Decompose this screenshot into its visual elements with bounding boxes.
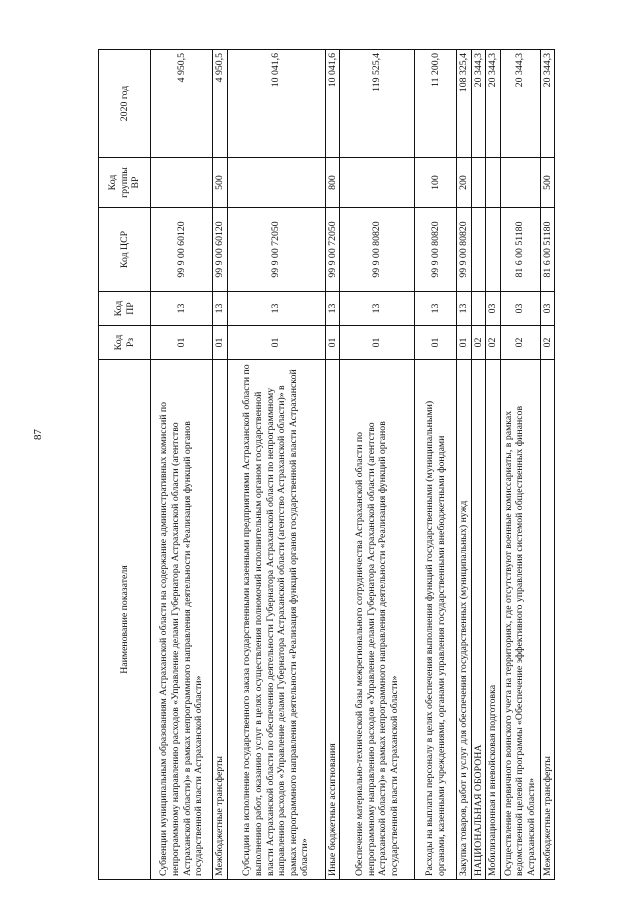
cell-value: 20 344,3: [540, 50, 555, 158]
cell-rz: 01: [415, 326, 457, 360]
cell-csr: 99 9 00 80820: [415, 208, 457, 292]
cell-value: 108 325,4: [457, 50, 472, 158]
cell-csr: [471, 208, 486, 292]
cell-csr: 99 9 00 80820: [340, 208, 415, 292]
cell-vr: [471, 158, 486, 208]
cell-rz: 02: [486, 326, 501, 360]
cell-name: НАЦИОНАЛЬНАЯ ОБОРОНА: [471, 360, 486, 880]
cell-pr: 13: [325, 292, 340, 326]
header-vr: Код группы ВР: [99, 158, 151, 208]
cell-value: 10 041,6: [227, 50, 325, 158]
cell-value: 20 344,3: [500, 50, 540, 158]
cell-csr: 99 9 00 60120: [213, 208, 228, 292]
cell-vr: 500: [213, 158, 228, 208]
cell-rz: 02: [471, 326, 486, 360]
table-row: [325, 50, 340, 880]
cell-vr: 200: [457, 158, 472, 208]
table-row: [415, 50, 457, 880]
cell-csr: 99 9 00 80820: [457, 208, 472, 292]
cell-name: Закупка товаров, работ и услуг для обеспечения государственных (муниципальных) нужд: [457, 360, 472, 880]
cell-pr: 13: [213, 292, 228, 326]
header-year: 2020 год: [99, 50, 151, 158]
cell-name: Иные бюджетные ассигнования: [325, 360, 340, 880]
cell-pr: [471, 292, 486, 326]
cell-vr: [486, 158, 501, 208]
cell-value: 20 344,3: [471, 50, 486, 158]
table-row: [213, 50, 228, 880]
cell-name: Обеспечение материально-технической базы межрегионального сотрудничества Астраханской области по непрограммному направлению расходов «Управление делами Губернатора Астраханской области (агентство Астраханской области)» в рамках непрограммного направления деятельности «Реализация функций органов государственной власти Астраханской области»: [340, 360, 415, 880]
table-row: [471, 50, 486, 880]
cell-rz: 01: [151, 326, 213, 360]
cell-name: Межбюджетные трансферты: [540, 360, 555, 880]
table-row: [457, 50, 472, 880]
cell-name: Расходы на выплаты персоналу в целях обеспечения выполнения функций государственными (муниципальными) органами, казенными учреждениями, органами управления государственными внебюджетными фондами: [415, 360, 457, 880]
cell-name: Мобилизационная и вневойсковая подготовка: [486, 360, 501, 880]
header-pr: Код ПР: [99, 292, 151, 326]
header-name: Наименование показателя: [99, 360, 151, 880]
cell-csr: 99 9 00 60120: [151, 208, 213, 292]
cell-rz: 02: [500, 326, 540, 360]
cell-csr: 81 6 00 51180: [540, 208, 555, 292]
table-row: [227, 50, 325, 880]
cell-value: 10 041,6: [325, 50, 340, 158]
cell-csr: 81 6 00 51180: [500, 208, 540, 292]
cell-vr: [500, 158, 540, 208]
cell-vr: 500: [540, 158, 555, 208]
cell-csr: 99 9 00 72050: [325, 208, 340, 292]
cell-value: 119 525,4: [340, 50, 415, 158]
header-row: [99, 50, 151, 880]
rotated-table-container: [98, 50, 553, 880]
cell-pr: 03: [500, 292, 540, 326]
cell-rz: 01: [213, 326, 228, 360]
header-csr: Код ЦСР: [99, 208, 151, 292]
cell-pr: 13: [340, 292, 415, 326]
table-row: [486, 50, 501, 880]
cell-vr: 100: [415, 158, 457, 208]
cell-rz: 01: [340, 326, 415, 360]
cell-csr: [486, 208, 501, 292]
cell-pr: 13: [227, 292, 325, 326]
table-row: [151, 50, 213, 880]
cell-vr: [227, 158, 325, 208]
table-row: [500, 50, 540, 880]
cell-vr: [340, 158, 415, 208]
cell-value: 4 950,5: [213, 50, 228, 158]
cell-name: Межбюджетные трансферты: [213, 360, 228, 880]
cell-rz: 01: [325, 326, 340, 360]
cell-value: 20 344,3: [486, 50, 501, 158]
cell-csr: 99 9 00 72050: [227, 208, 325, 292]
cell-pr: 13: [415, 292, 457, 326]
cell-name: Субсидии на исполнение государственного заказа государственными казенными предприятиями Астраханской области по выполнению работ, оказанию услуг в целях осуществления полномочий исполнительным органом государственной власти Астраханской области по обеспечению деятельности Губернатора Астраханской области по непрограммному направлению расходов «Управление делами Губернатора Астраханской области (агентство Астраханской области)» в рамках непрограммного направления деятельности «Реализация функций органов государственной власти Астраханской области»: [227, 360, 325, 880]
cell-value: 4 950,5: [151, 50, 213, 158]
cell-pr: 03: [540, 292, 555, 326]
cell-value: 11 200,0: [415, 50, 457, 158]
cell-pr: 13: [151, 292, 213, 326]
table-row: [340, 50, 415, 880]
cell-rz: 01: [457, 326, 472, 360]
cell-pr: 13: [457, 292, 472, 326]
cell-vr: [151, 158, 213, 208]
cell-pr: 03: [486, 292, 501, 326]
cell-vr: 800: [325, 158, 340, 208]
table-row: [540, 50, 555, 880]
page-number: 87: [32, 429, 44, 440]
cell-rz: 01: [227, 326, 325, 360]
cell-rz: 02: [540, 326, 555, 360]
cell-name: Субвенции муниципальным образованиям Астраханской области на содержание административных комиссий по непрограммному направлению расходов «Управление делами Губернатора Астраханской области (агентство Астраханской области)» в рамках непрограммного направления деятельности «Реализация функций органов государственной власти Астраханской области»: [151, 360, 213, 880]
header-rz: Код Рз: [99, 326, 151, 360]
cell-name: Осуществление первичного воинского учета на территориях, где отсутствуют военные комиссариаты, в рамках ведомственной целевой программы «Обеспечение эффективного управления системой общественных финансов Астраханской области»: [500, 360, 540, 880]
budget-table: [98, 49, 555, 880]
